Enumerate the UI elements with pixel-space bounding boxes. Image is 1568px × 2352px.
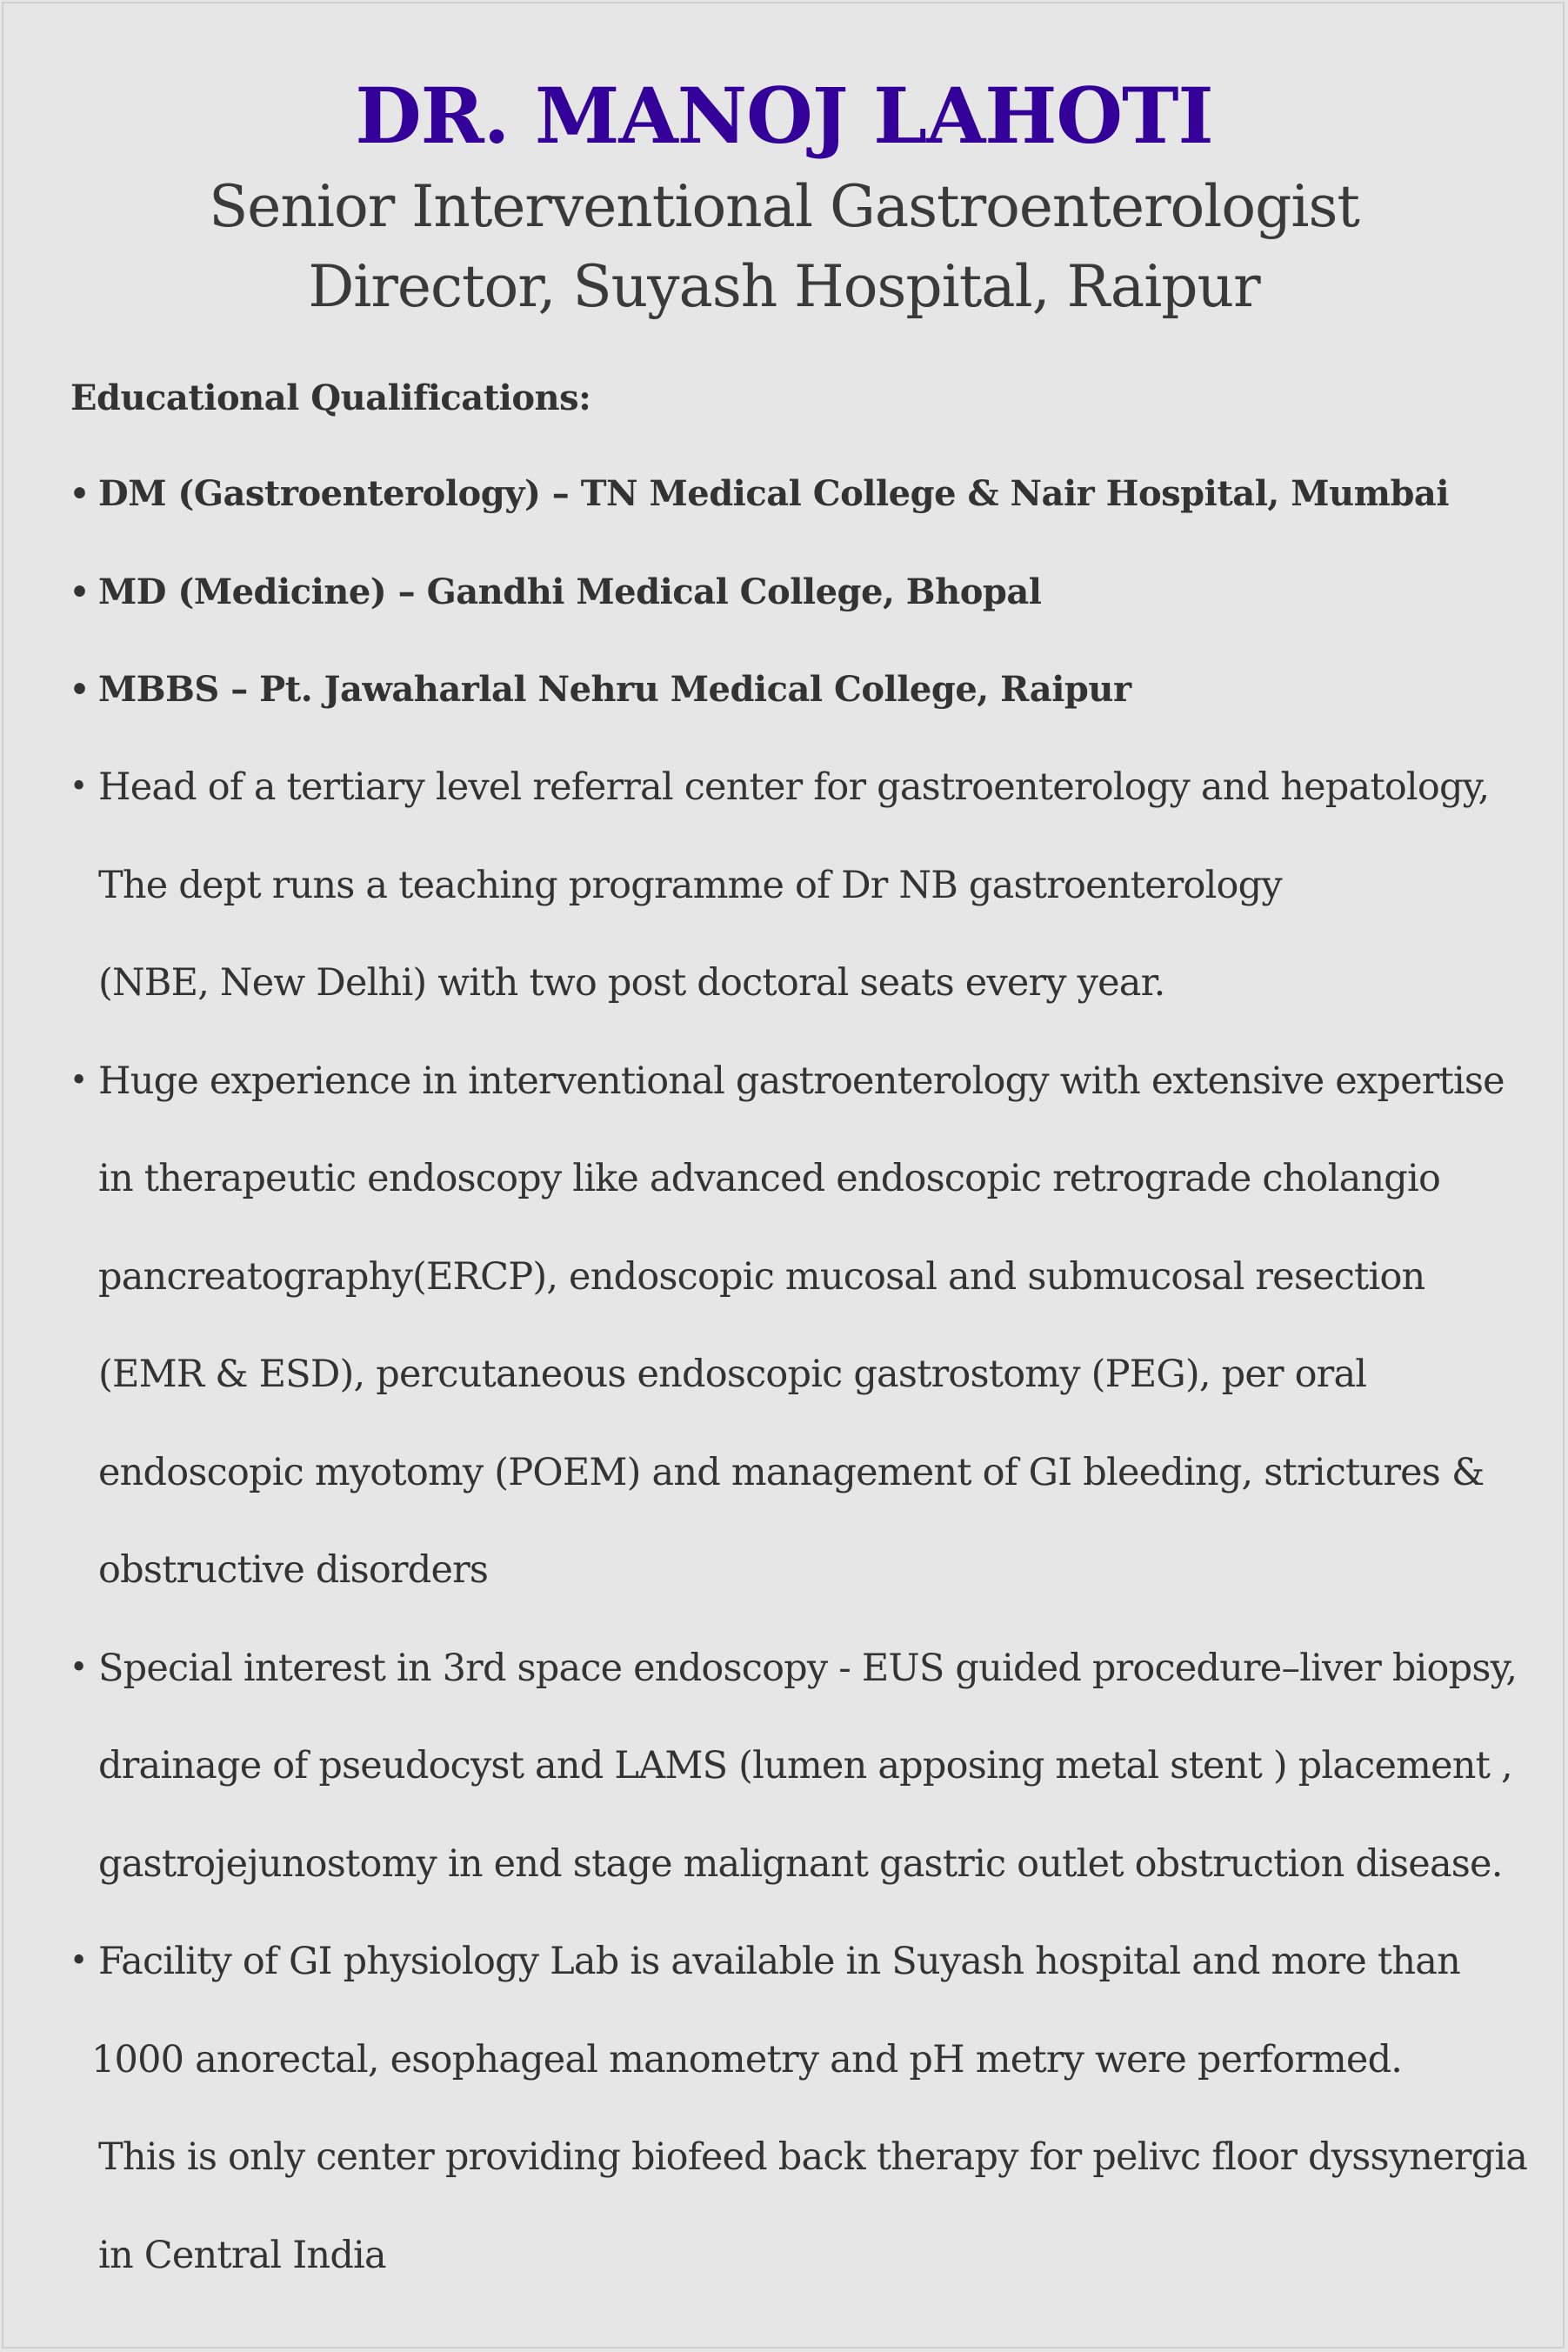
highlight-line: 1000 anorectal, esophageal manometry and pH metry were performed. (91, 2038, 1403, 2081)
bullet-icon: • (70, 476, 90, 512)
hospital-affiliation: Director, Suyash Hospital, Raipur (308, 253, 1260, 320)
education-item: • MD (Medicine) – Gandhi Medical College, Bhopal (98, 566, 1041, 618)
highlight-line: pancreatography(ERCP), endoscopic mucosal and submucosal resection (98, 1255, 1425, 1299)
bullet-icon: • (70, 1650, 88, 1686)
bullet-icon: • (70, 1943, 88, 1979)
highlight-line: drainage of pseudocyst and LAMS (lumen apposing metal stent ) placement , (98, 1744, 1512, 1787)
highlight-line: (EMR & ESD), percutaneous endoscopic gastrostomy (PEG), per oral (98, 1353, 1367, 1396)
highlight-line: gastrojejunostomy in end stage malignant gastric outlet obstruction disease. (98, 1842, 1503, 1886)
highlight-line: (NBE, New Delhi) with two post doctoral seats every year. (98, 961, 1165, 1005)
doctor-name-title: DR. MANOJ LAHOTI (355, 70, 1213, 161)
job-title: Senior Interventional Gastroenterologist (209, 173, 1359, 240)
highlight-line: in therapeutic endoscopy like advanced endoscopic retrograde cholangio (98, 1157, 1441, 1200)
bullet-icon: • (70, 769, 88, 805)
highlight-line: obstructive disorders (98, 1548, 489, 1592)
highlight-line: The dept runs a teaching programme of Dr NB gastroenterology (98, 864, 1282, 907)
bullet-icon: • (70, 574, 90, 611)
highlight-line: • Huge experience in interventional gastroenterology with extensive expertise (98, 1055, 1505, 1107)
highlight-line: • Head of a tertiary level referral center for gastroenterology and hepatology, (98, 761, 1489, 813)
highlight-line: • Facility of GI physiology Lab is available in Suyash hospital and more than (98, 1935, 1460, 1988)
highlight-line: endoscopic myotomy (POEM) and management of GI bleeding, strictures & (98, 1451, 1485, 1494)
education-heading: Educational Qualifications: (70, 378, 591, 418)
highlight-line: This is only center providing biofeed back therapy for pelivc floor dyssynergia (98, 2135, 1528, 2179)
highlight-line: in Central India (98, 2234, 386, 2277)
education-item: • DM (Gastroenterology) – TN Medical College & Nair Hospital, Mumbai (98, 468, 1449, 520)
education-item: • MBBS – Pt. Jawaharlal Nehru Medical College, Raipur (98, 664, 1131, 716)
bullet-icon: • (70, 1063, 88, 1099)
bullet-icon: • (70, 672, 90, 708)
highlight-line: • Special interest in 3rd space endoscopy - EUS guided procedure–liver biopsy, (98, 1642, 1517, 1694)
